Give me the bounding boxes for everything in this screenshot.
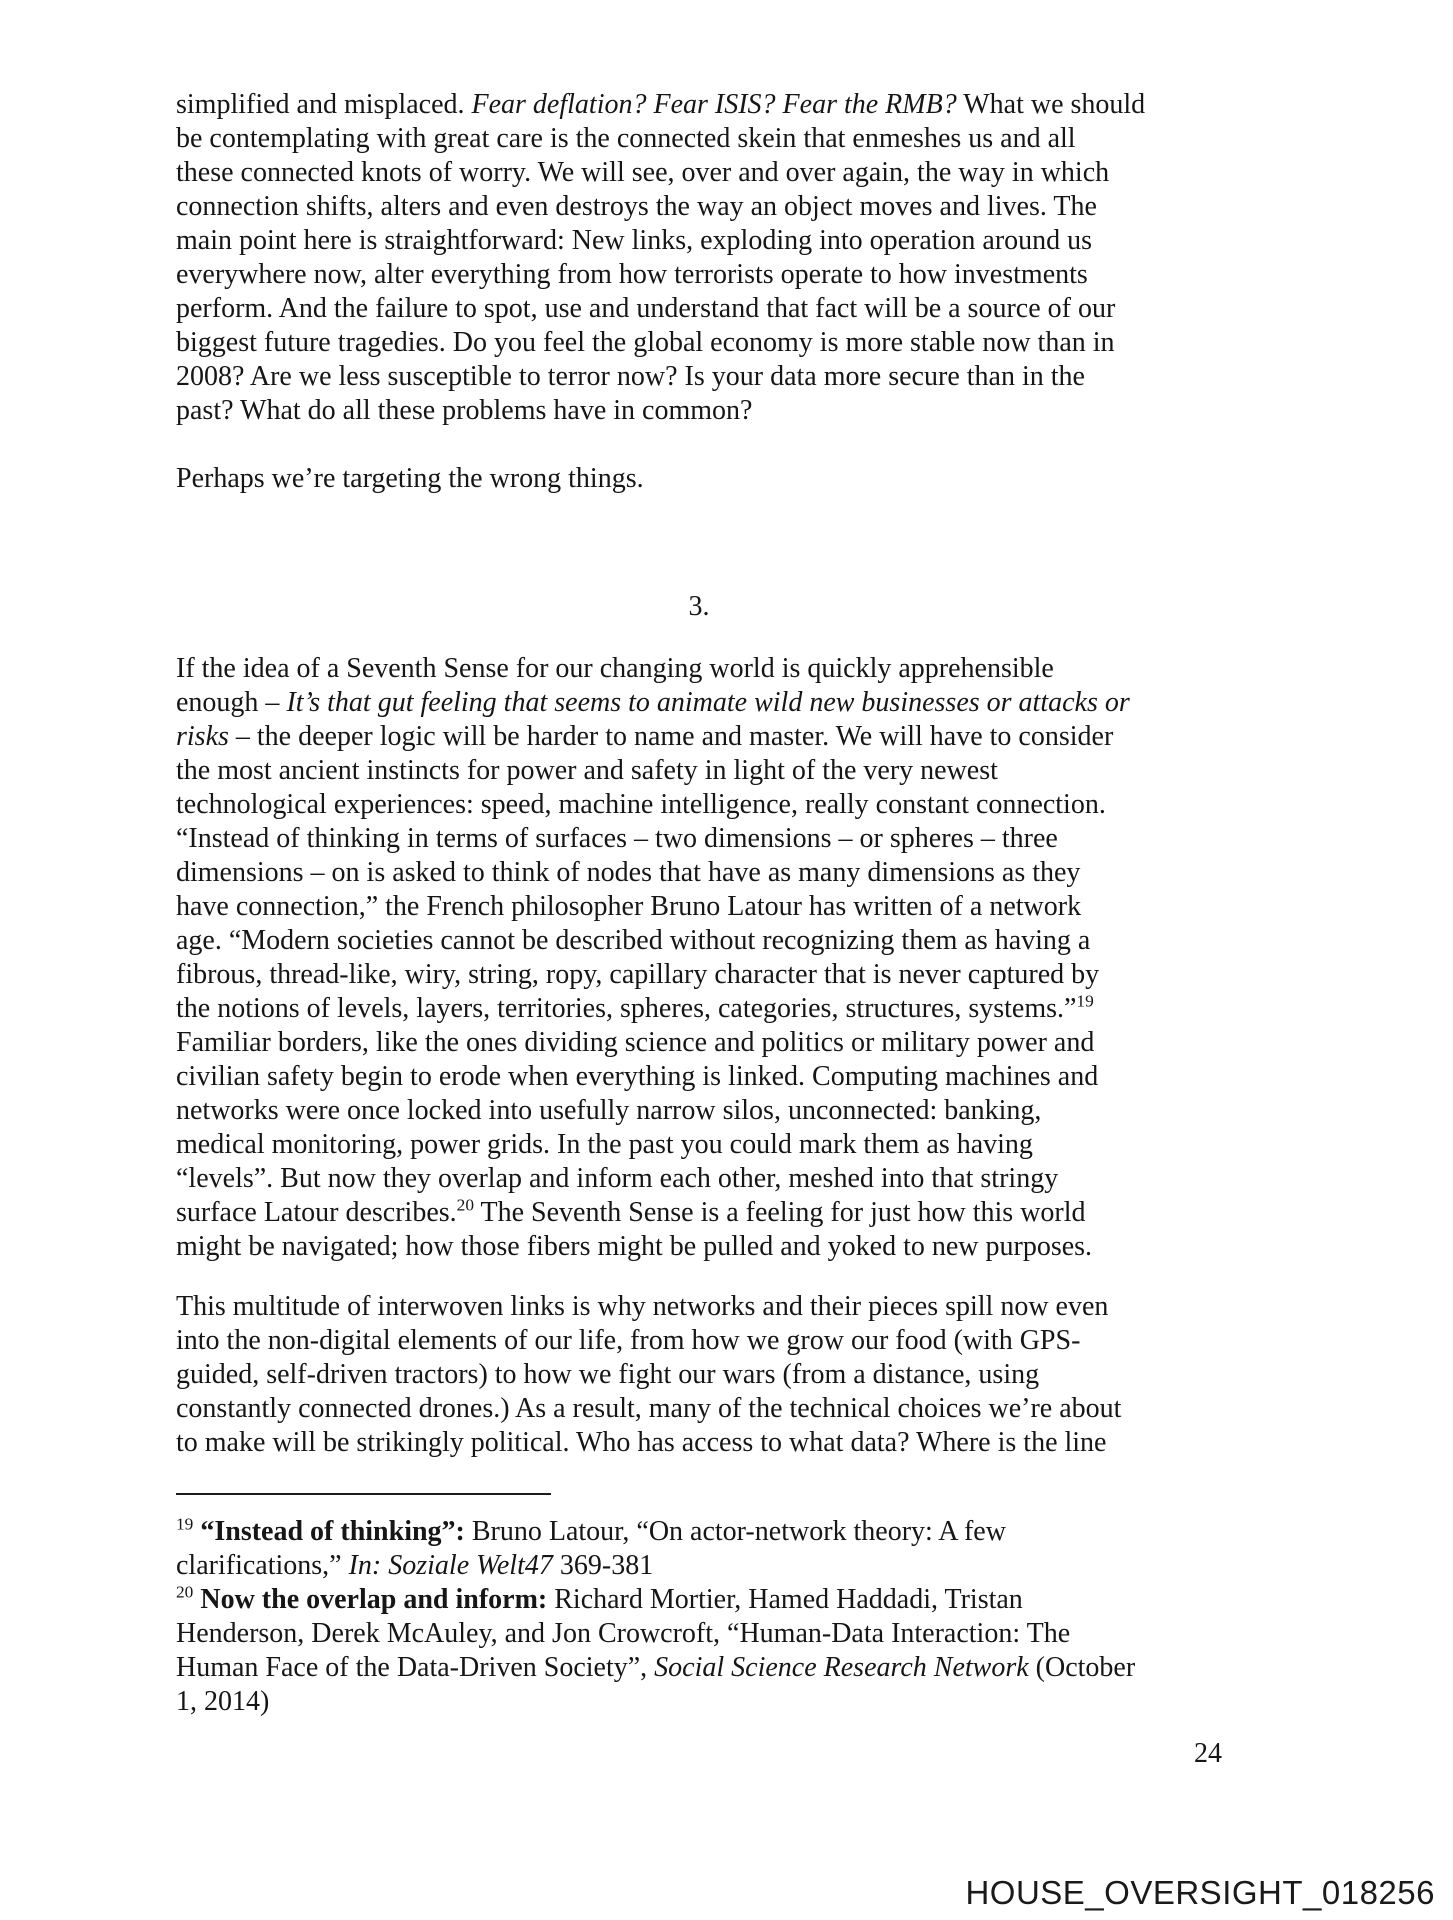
text-line: Perhaps we’re targeting the wrong things.	[176, 463, 644, 494]
text-line: “Instead of thinking in terms of surfaces – two dimensions – or spheres – three	[176, 823, 1058, 854]
text-line: If the idea of a Seventh Sense for our changing world is quickly apprehensible	[176, 653, 1054, 684]
text-line: 2008? Are we less susceptible to terror now? Is your data more secure than in the	[176, 361, 1085, 392]
footnote-20	[176, 1583, 1222, 1719]
text-line: perform. And the failure to spot, use and understand that fact will be a source of our	[176, 293, 1116, 324]
bates-stamp: HOUSE_OVERSIGHT_018256	[965, 1874, 1435, 1911]
text-line: be contemplating with great care is the connected skein that enmeshes us and all	[176, 123, 1076, 154]
text-line: everywhere now, alter everything from how terrorists operate to how investments	[176, 259, 1088, 290]
footnote-separator	[176, 1493, 551, 1495]
text-line: have connection,” the French philosopher Bruno Latour has written of a network	[176, 891, 1082, 922]
text-line: risks – the deeper logic will be harder to name and master. We will have to consider	[176, 721, 1114, 752]
text-line: Familiar borders, like the ones dividing science and politics or military power and	[176, 1027, 1095, 1058]
footnotes	[176, 1515, 1222, 1719]
footnote-19	[176, 1515, 1222, 1583]
text-line: $^{19}$ “Instead of thinking”: Bruno Latour, “On actor-network theory: A few	[176, 1514, 1006, 1547]
text-line: biggest future tragedies. Do you feel the global economy is more stable now than in	[176, 327, 1115, 358]
text-line: guided, self-driven tractors) to how we fight our wars (from a distance, using	[176, 1359, 1040, 1390]
paragraph-seventh-sense	[176, 652, 1222, 1264]
text-line: medical monitoring, power grids. In the past you could mark them as having	[176, 1129, 1033, 1160]
paragraph-opening	[176, 88, 1222, 428]
text-line: age. “Modern societies cannot be described without recognizing them as having a	[176, 925, 1091, 956]
paragraph-perhaps	[176, 462, 1222, 496]
text-line: networks were once locked into usefully narrow silos, unconnected: banking,	[176, 1095, 1042, 1126]
text-line: constantly connected drones.) As a result, many of the technical choices we’re about	[176, 1393, 1122, 1424]
text-line: enough – It’s that gut feeling that seems to animate wild new businesses or attacks or	[176, 687, 1130, 718]
text-column	[176, 88, 1222, 1771]
paragraph-networks	[176, 1290, 1222, 1460]
text-line: This multitude of interwoven links is why networks and their pieces spill now even	[176, 1291, 1109, 1322]
text-line: Human Face of the Data-Driven Society”, Social Science Research Network (October	[176, 1652, 1136, 1683]
text-line: connection shifts, alters and even destroys the way an object moves and lives. The	[176, 191, 1097, 222]
text-line: into the non-digital elements of our life, from how we grow our food (with GPS-	[176, 1325, 1081, 1356]
text-line: dimensions – on is asked to think of nodes that have as many dimensions as they	[176, 857, 1081, 888]
text-line: “levels”. But now they overlap and inform each other, meshed into that stringy	[176, 1163, 1059, 1194]
text-line: the notions of levels, layers, territories, spheres, categories, structures, systems.”$^{19}$	[176, 991, 1094, 1024]
text-line: clarifications,” In: Soziale Welt47 369-381	[176, 1550, 654, 1581]
text-line: main point here is straightforward: New links, exploding into operation around us	[176, 225, 1093, 256]
text-line: technological experiences: speed, machine intelligence, really constant connection.	[176, 789, 1106, 820]
text-line: civilian safety begin to erode when everything is linked. Computing machines and	[176, 1061, 1099, 1092]
text-line: 1, 2014)	[176, 1686, 270, 1717]
text-line: might be navigated; how those fibers might be pulled and yoked to new purposes.	[176, 1231, 1093, 1262]
text-line: fibrous, thread-like, wiry, string, ropy, capillary character that is never captured by	[176, 959, 1100, 990]
section-number	[176, 590, 1222, 624]
text-line: surface Latour describes.$^{20}$ The Seventh Sense is a feeling for just how this world	[176, 1195, 1086, 1228]
page-number: 24	[1194, 1738, 1222, 1769]
body-text	[176, 88, 1222, 1460]
text-line: 3.	[688, 591, 710, 622]
text-line: $^{20}$ Now the overlap and inform: Richard Mortier, Hamed Haddadi, Tristan	[176, 1582, 1023, 1615]
text-line: simplified and misplaced. Fear deflation? Fear ISIS? Fear the RMB? What we should	[176, 89, 1146, 120]
text-line: Henderson, Derek McAuley, and Jon Crowcroft, “Human-Data Interaction: The	[176, 1618, 1071, 1649]
text-line: to make will be strikingly political. Who has access to what data? Where is the line	[176, 1427, 1107, 1458]
text-line: the most ancient instincts for power and safety in light of the very newest	[176, 755, 998, 786]
text-line: past? What do all these problems have in common?	[176, 395, 753, 426]
text-line: these connected knots of worry. We will see, over and over again, the way in which	[176, 157, 1110, 188]
